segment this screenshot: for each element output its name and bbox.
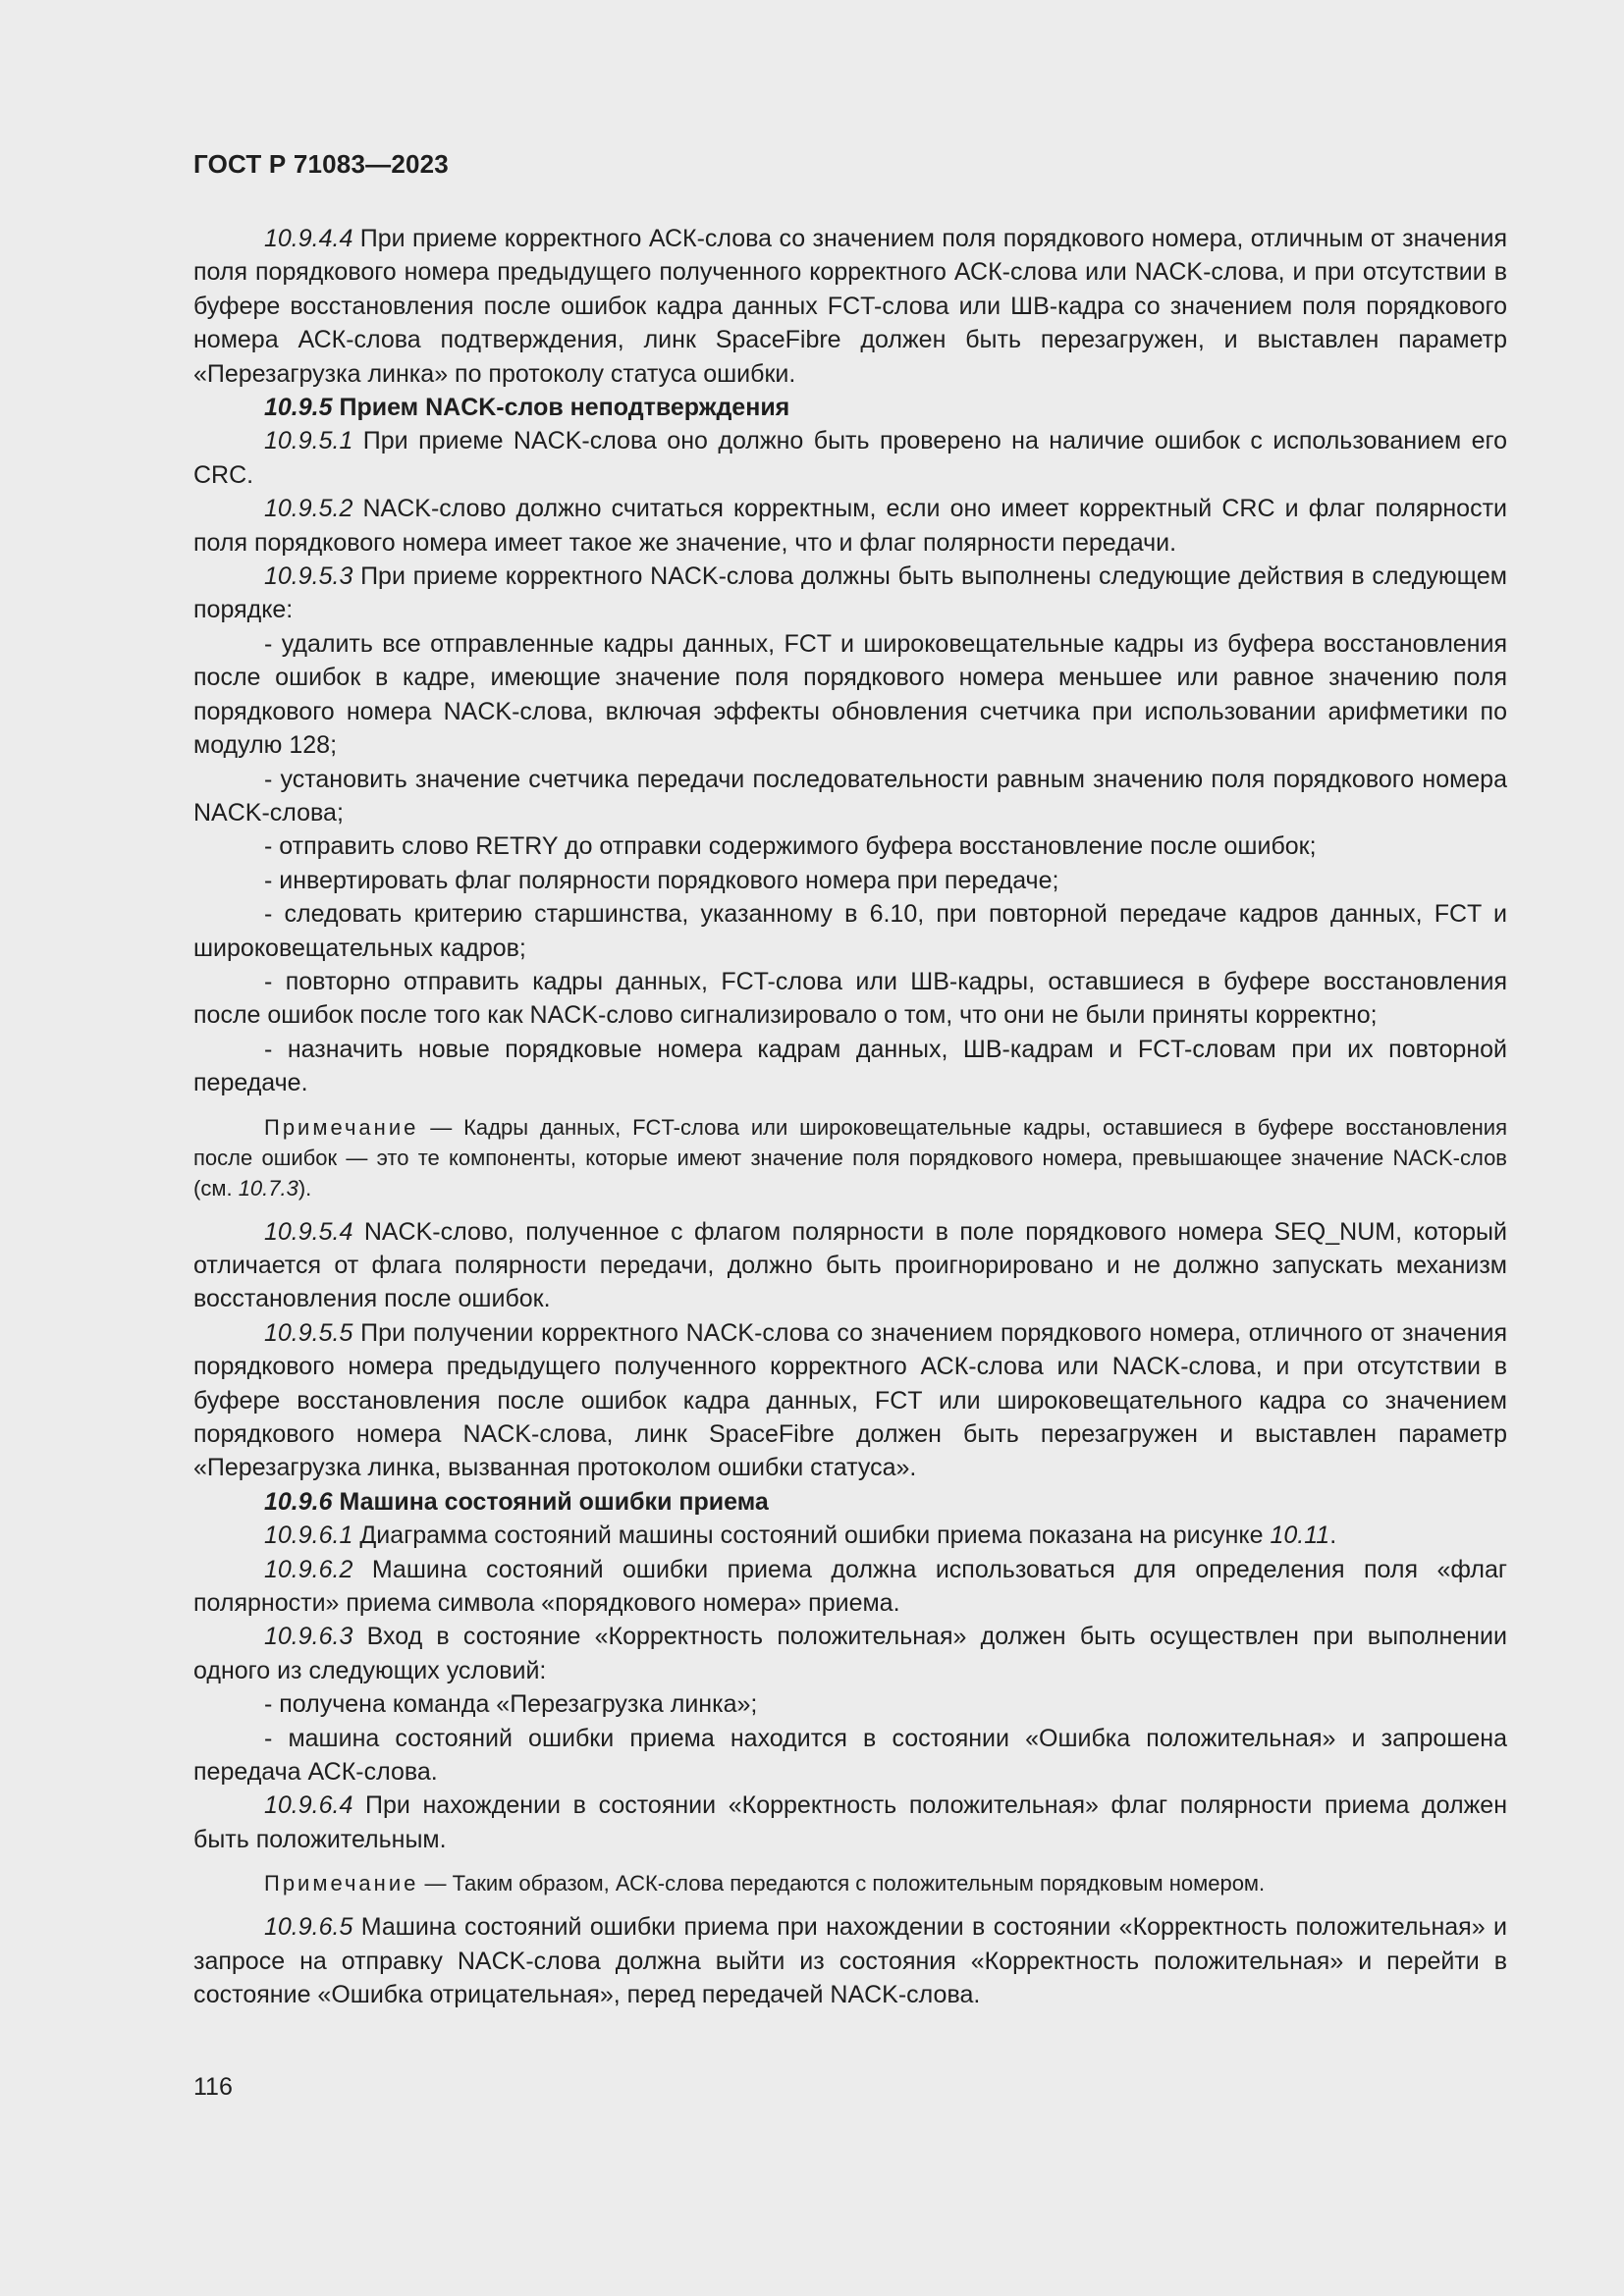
section-title: Машина состояний ошибки приема	[339, 1487, 769, 1516]
list-item: - повторно отправить кадры данных, FCT-слова или ШВ-кадры, оставшиеся в буфере восстановления после ошибок после того как NACK-слово сигнализировало о том, что они не были приняты корректно;	[193, 967, 1507, 1030]
clause-10-9-5-2	[193, 492, 1507, 560]
clause-number: 10.9.5.2	[264, 495, 353, 523]
note-1	[193, 1112, 1507, 1203]
note-end: ).	[298, 1175, 312, 1201]
note-ref: 10.7.3	[238, 1175, 298, 1201]
clause-text: Диаграмма состояний машины состояний ошибки приема показана на рисунке	[359, 1522, 1271, 1550]
clause-number: 10.9.4.4	[264, 225, 353, 252]
clause-10-9-6-3	[193, 1620, 1507, 1687]
list-item: - удалить все отправленные кадры данных, FCT и широковещательные кадры из буфера восстановления после ошибок в кадре, имеющие значение поля порядкового номера меньшее или равное значению поля порядкового номера NACK-слова, включая эффекты обновления счетчика при использовании арифметики по модулю 128;	[193, 629, 1507, 760]
clause-10-9-5-4	[193, 1215, 1507, 1316]
note-text: — Кадры данных, FCT-слова или широковещательные кадры, оставшиеся в буфере восстановления после ошибок — это те компоненты, которые имеют значение поля порядкового номера, превышающее значение NACK-слов (см.	[193, 1114, 1507, 1201]
clause-10-9-6-4	[193, 1789, 1507, 1856]
clause-text: NACK-слово, полученное с флагом полярности в поле порядкового номера SEQ_NUM, который отличается от флага полярности передачи, должно быть проигнорировано и не должно запускать механизм восстановления после ошибок.	[193, 1217, 1507, 1313]
clause-number: 10.9.6.2	[264, 1555, 353, 1583]
section-heading-10-9-5	[193, 391, 1507, 424]
clause-10-9-5-3	[193, 560, 1507, 627]
clause-text: При получении корректного NACK-слова со значением порядкового номера, отличного от значения порядкового номера предыдущего полученного корректного АСК-слова или NACK-слова, и при отсутствии в буфере восстановления после ошибок кадра данных, FCT или широковещательного кадра со значением порядкового номера NACK-слова, линк SpaceFibre должен быть перезагружен и выставлен параметр «Перезагрузка линка, вызванная протоколом ошибки статуса».	[193, 1318, 1508, 1482]
clause-text: При нахождении в состоянии «Корректность положительная» флаг полярности приема должен быть положительным.	[193, 1791, 1508, 1853]
clause-number: 10.9.5.1	[264, 427, 353, 455]
list-item: - инвертировать флаг полярности порядкового номера при передаче;	[264, 866, 1059, 894]
list-item: - отправить слово RETRY до отправки содержимого буфера восстановление после ошибок;	[264, 832, 1317, 861]
list-item: - назначить новые порядковые номера кадрам данных, ШВ-кадрам и FCT-словам при их повторной передаче.	[193, 1035, 1507, 1097]
list-item: - установить значение счетчика передачи последовательности равным значению поля порядкового номера NACK-слова;	[193, 765, 1507, 827]
clause-text: При приеме корректного NACK-слова должны быть выполнены следующие действия в следующем порядке:	[193, 562, 1507, 624]
section-number: 10.9.6	[264, 1487, 333, 1516]
list-item: - машина состояний ошибки приема находится в состоянии «Ошибка положительная» и запрошена передача АСК-слова.	[193, 1724, 1507, 1787]
clause-10-9-6-1	[193, 1519, 1507, 1552]
clause-number: 10.9.5.4	[264, 1217, 353, 1246]
clause-text: При приеме корректного АСК-слова со значением поля порядкового номера, отличным от значения поля порядкового номера предыдущего полученного корректного АСК-слова или NACK-слова, и при отсутствии в буфере восстановления после ошибок кадра данных FCT-слова или ШВ-кадра со значением поля порядкового номера АСК-слова подтверждения, линк SpaceFibre должен быть перезагружен, и выставлен параметр «Перезагрузка линка» по протоколу статуса ошибки.	[193, 225, 1507, 388]
clause-text: Машина состояний ошибки приема при нахождении в состоянии «Корректность положительная» и запросе на отправку NACK-слова должна выйти из состояния «Корректность положительная» и перейти в состояние «Ошибка отрицательная», перед передачей NACK-слова.	[193, 1913, 1507, 2009]
clause-end: .	[1329, 1522, 1337, 1550]
clause-10-9-6-2	[193, 1553, 1507, 1621]
note-label: Примечание	[264, 1114, 419, 1140]
clause-number: 10.9.5.3	[264, 562, 353, 591]
clause-10-9-4-4	[193, 222, 1507, 391]
clause-text: NACK-слово должно считаться корректным, если оно имеет корректный CRC и флаг полярности поля порядкового номера имеет такое же значение, что и флаг полярности передачи.	[193, 495, 1507, 557]
clause-10-9-5-5	[193, 1316, 1507, 1485]
note-label: Примечание	[264, 1871, 419, 1896]
clause-number: 10.9.6.3	[264, 1623, 353, 1651]
clause-10-9-5-1	[193, 424, 1507, 492]
page-number: 116	[193, 2073, 233, 2101]
page-header: ГОСТ Р 71083—2023	[193, 149, 449, 179]
clause-text: При приеме NACK-слова оно должно быть проверено на наличие ошибок с использованием его CRC.	[193, 427, 1507, 489]
page-content	[193, 222, 1507, 2012]
section-number: 10.9.5	[264, 394, 333, 422]
list-item: - следовать критерию старшинства, указанному в 6.10, при повторной передаче кадров данных, FCT и широковещательных кадров;	[193, 900, 1507, 962]
clause-text: Машина состояний ошибки приема должна использоваться для определения поля «флаг полярности» приема символа «порядкового номера» приема.	[193, 1555, 1507, 1618]
figure-ref: 10.11	[1270, 1522, 1330, 1550]
clause-10-9-6-5	[193, 1910, 1507, 2011]
note-2	[193, 1868, 1507, 1898]
note-text: — Таким образом, АСК-слова передаются с положительным порядковым номером.	[418, 1871, 1266, 1896]
section-title: Прием NACK-слов неподтверждения	[339, 394, 790, 422]
clause-number: 10.9.6.5	[264, 1913, 353, 1942]
clause-number: 10.9.5.5	[264, 1318, 353, 1347]
section-heading-10-9-6	[193, 1485, 1507, 1519]
clause-text: Вход в состояние «Корректность положительная» должен быть осуществлен при выполнении одного из следующих условий:	[193, 1623, 1507, 1684]
clause-number: 10.9.6.1	[264, 1522, 353, 1550]
clause-number: 10.9.6.4	[264, 1791, 353, 1820]
list-item: - получена команда «Перезагрузка линка»;	[264, 1690, 758, 1719]
